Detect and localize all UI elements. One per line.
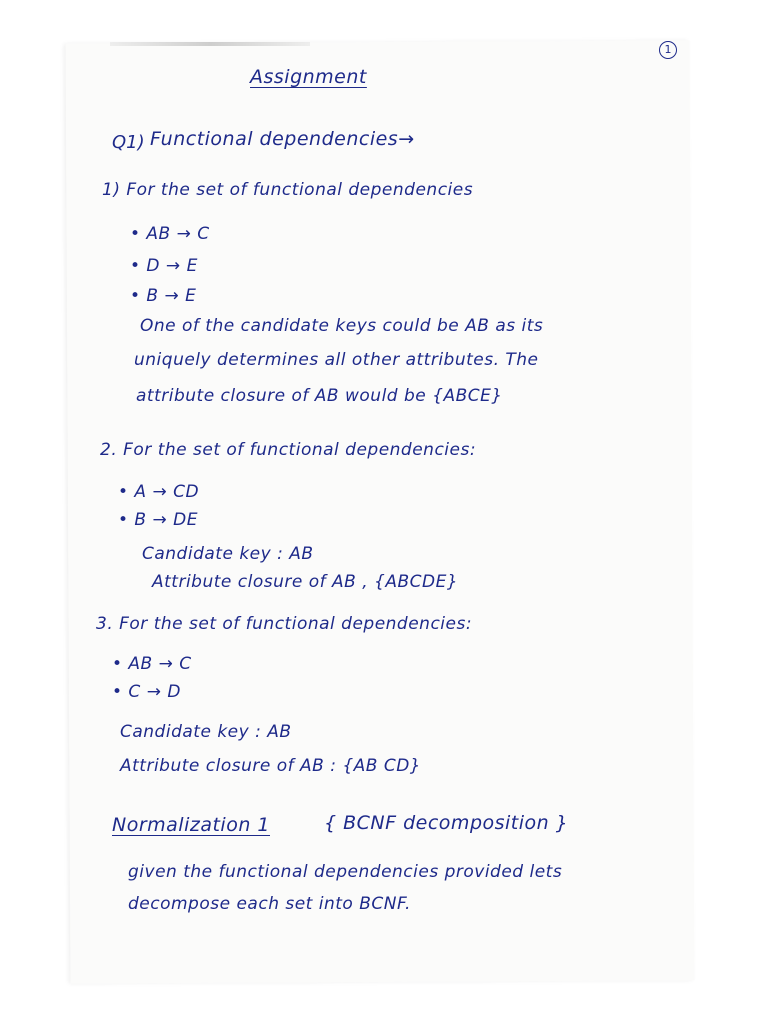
normalization-subheading: { BCNF decomposition } (324, 812, 569, 834)
paper-edge-shadow (110, 42, 310, 46)
part1-fd: • B → E (130, 286, 197, 306)
part3-fd: • C → D (112, 682, 181, 702)
part2-candidate-key: Candidate key : AB (142, 544, 314, 564)
part2-fd: • B → DE (118, 510, 198, 530)
part1-fd: • AB → C (130, 224, 210, 244)
part3-fd: • AB → C (112, 654, 192, 674)
part3-candidate-key: Candidate key : AB (120, 722, 292, 742)
page-number: 1 (659, 41, 677, 59)
part3-intro: 3. For the set of functional dependencies: (96, 614, 473, 634)
part1-text-line: attribute closure of AB would be {ABCE} (136, 386, 503, 406)
part2-intro: 2. For the set of functional dependencies: (100, 440, 477, 460)
part1-text-line: One of the candidate keys could be AB as its (140, 316, 544, 336)
part1-intro: 1) For the set of functional dependencies (102, 180, 474, 200)
section-heading: Functional dependencies→ (150, 128, 415, 150)
normalization-heading: Normalization 1 (112, 814, 270, 836)
part1-text-line: uniquely determines all other attributes. The (134, 350, 539, 370)
part2-fd: • A → CD (118, 482, 200, 502)
part2-closure: Attribute closure of AB , {ABCDE} (152, 572, 459, 592)
normalization-text-line: decompose each set into BCNF. (128, 894, 411, 914)
page-title: Assignment (250, 66, 367, 88)
part1-fd: • D → E (130, 256, 198, 276)
part3-closure: Attribute closure of AB : {AB CD} (120, 756, 422, 776)
normalization-text-line: given the functional dependencies provided lets (128, 862, 563, 882)
question-label: Q1) (112, 132, 145, 153)
